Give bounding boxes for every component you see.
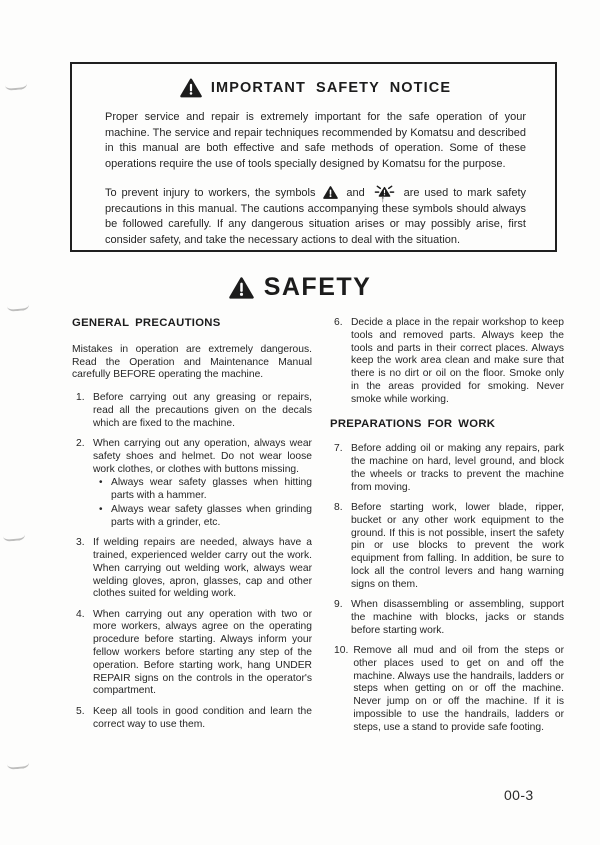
bullet-dot-icon [99, 477, 111, 503]
list-item [72, 392, 312, 430]
item-number: 1. [76, 392, 85, 404]
up-arrow-icon: ↑ [380, 194, 386, 204]
item-text: Before starting work, lower blade, ripper, bucket or any other work equipment to the ground. If this is not possible, insert the safety pin or use blocks to prevent the work equipment from falling. In addition, be sure to lock all the control levers and hang warning signs on them. [351, 502, 564, 590]
safety-notice-box [70, 62, 557, 252]
warning-triangle-icon [323, 186, 338, 199]
list-item [330, 443, 564, 494]
general-intro: Mistakes in operation are extremely dangerous. Read the Operation and Maintenance Manual carefully BEFORE operating the machine. [72, 343, 312, 381]
item-number: 10. [334, 645, 349, 657]
notice-title-row [105, 78, 526, 98]
notice-paragraph-2-text: and [346, 187, 365, 199]
list-item [330, 317, 564, 407]
item-text: When carrying out any operation, always wear safety shoes and helmet. Do not wear loose work clothes, or clothes with buttons missing. [93, 438, 312, 475]
list-item [330, 645, 564, 735]
item-text: Remove all mud and oil from the steps or other places used to get on and off the machine. Always use the handrails, ladders or steps when getting on or off the machine. Never jump on or off the machine. If it is impossible to use the handrails, ladders or steps, use a stand to provide safe footing. [353, 645, 564, 733]
bullet-text: Always wear safety glasses when grinding parts with a grinder, etc. [111, 504, 312, 528]
section-heading-preparations: PREPARATIONS FOR WORK [330, 417, 496, 430]
item-text: Keep all tools in good condition and learn the correct way to use them. [93, 705, 312, 730]
hazard-flash-icon [374, 185, 395, 204]
item-number: 2. [76, 438, 85, 450]
notice-title: IMPORTANT SAFETY NOTICE [210, 80, 452, 96]
item-number: 6. [334, 317, 343, 328]
bullet-item [93, 504, 312, 530]
binding-mark [5, 78, 28, 91]
item-number: 4. [76, 608, 85, 620]
preparations-section [330, 317, 564, 742]
section-heading-general: GENERAL PRECAUTIONS [72, 317, 221, 329]
general-precautions-section [72, 317, 312, 739]
list-item [72, 438, 312, 530]
list-item [72, 706, 312, 732]
warning-triangle-icon [180, 78, 202, 98]
item-number: 9. [334, 599, 343, 611]
item-number: 5. [76, 705, 85, 717]
bullet-text: Always wear safety glasses when hitting parts with a hammer. [111, 477, 312, 502]
item-text: When disassembling or assembling, support the machine with blocks, jacks or stands before starting work. [351, 599, 564, 636]
item-text: Before adding oil or making any repairs, park the machine on hard, level ground, and block the wheels or tracks to prevent the machine from moving. [351, 443, 564, 493]
notice-paragraph-2-text: To prevent injury to workers, the symbols [105, 187, 316, 199]
item-text: When carrying out any operation with two or more workers, always agree on the operating procedure before starting. Always inform your fellow workers before starting any step of the operation. Before starting work, hang UNDER REPAIR signs on the controls in the operator's compartment. [93, 608, 312, 697]
item-body [93, 438, 312, 530]
list-item [72, 537, 312, 601]
bullet-dot-icon [99, 504, 111, 530]
list-item [330, 502, 564, 592]
item-number: 7. [334, 443, 343, 455]
list-item [72, 609, 312, 699]
warning-triangle-icon [229, 277, 254, 299]
item-number: 3. [76, 537, 85, 549]
bullet-item [93, 477, 312, 503]
item-text: If welding repairs are needed, always have a trained, experienced welder carry out the work. When carrying out welding work, always wear welding gloves, apron, glasses, cap and other clothes suited for welding work. [93, 537, 312, 600]
notice-paragraph-2-text: are used to mark safety precautions in this manual. The cautions accompanying these symbols should always be followed carefully. If any dangerous situation arises or may possibly arise, first consider safety, and take the necessary actions to deal with the situation. [105, 187, 527, 246]
safety-heading-text: SAFETY [263, 273, 372, 301]
page-number: 00-3 [504, 787, 534, 803]
item-text: Before carrying out any greasing or repairs, read all the precautions given on the decals which are fixed to the machine. [93, 392, 312, 429]
item-text: Decide a place in the repair workshop to keep tools and removed parts. Always keep the tools and parts in their correct places. Always keep the work area clean and make sure that there is no dirt or oil on the floor. Smoke only in the areas provided for smoking. Never smoke while working. [351, 317, 564, 405]
binding-mark [3, 529, 26, 542]
safety-heading [0, 273, 600, 302]
notice-paragraph-2 [105, 185, 526, 248]
binding-mark [7, 757, 30, 770]
item-number: 8. [334, 502, 343, 514]
list-item [330, 599, 564, 637]
notice-paragraph-1: Proper service and repair is extremely important for the safe operation of your machine. The service and repair techniques recommended by Komatsu and described in this manual are both effective and safe methods of operation. Some of these operations require the use of tools specially designed by Komatsu for the purpose. [105, 111, 526, 170]
